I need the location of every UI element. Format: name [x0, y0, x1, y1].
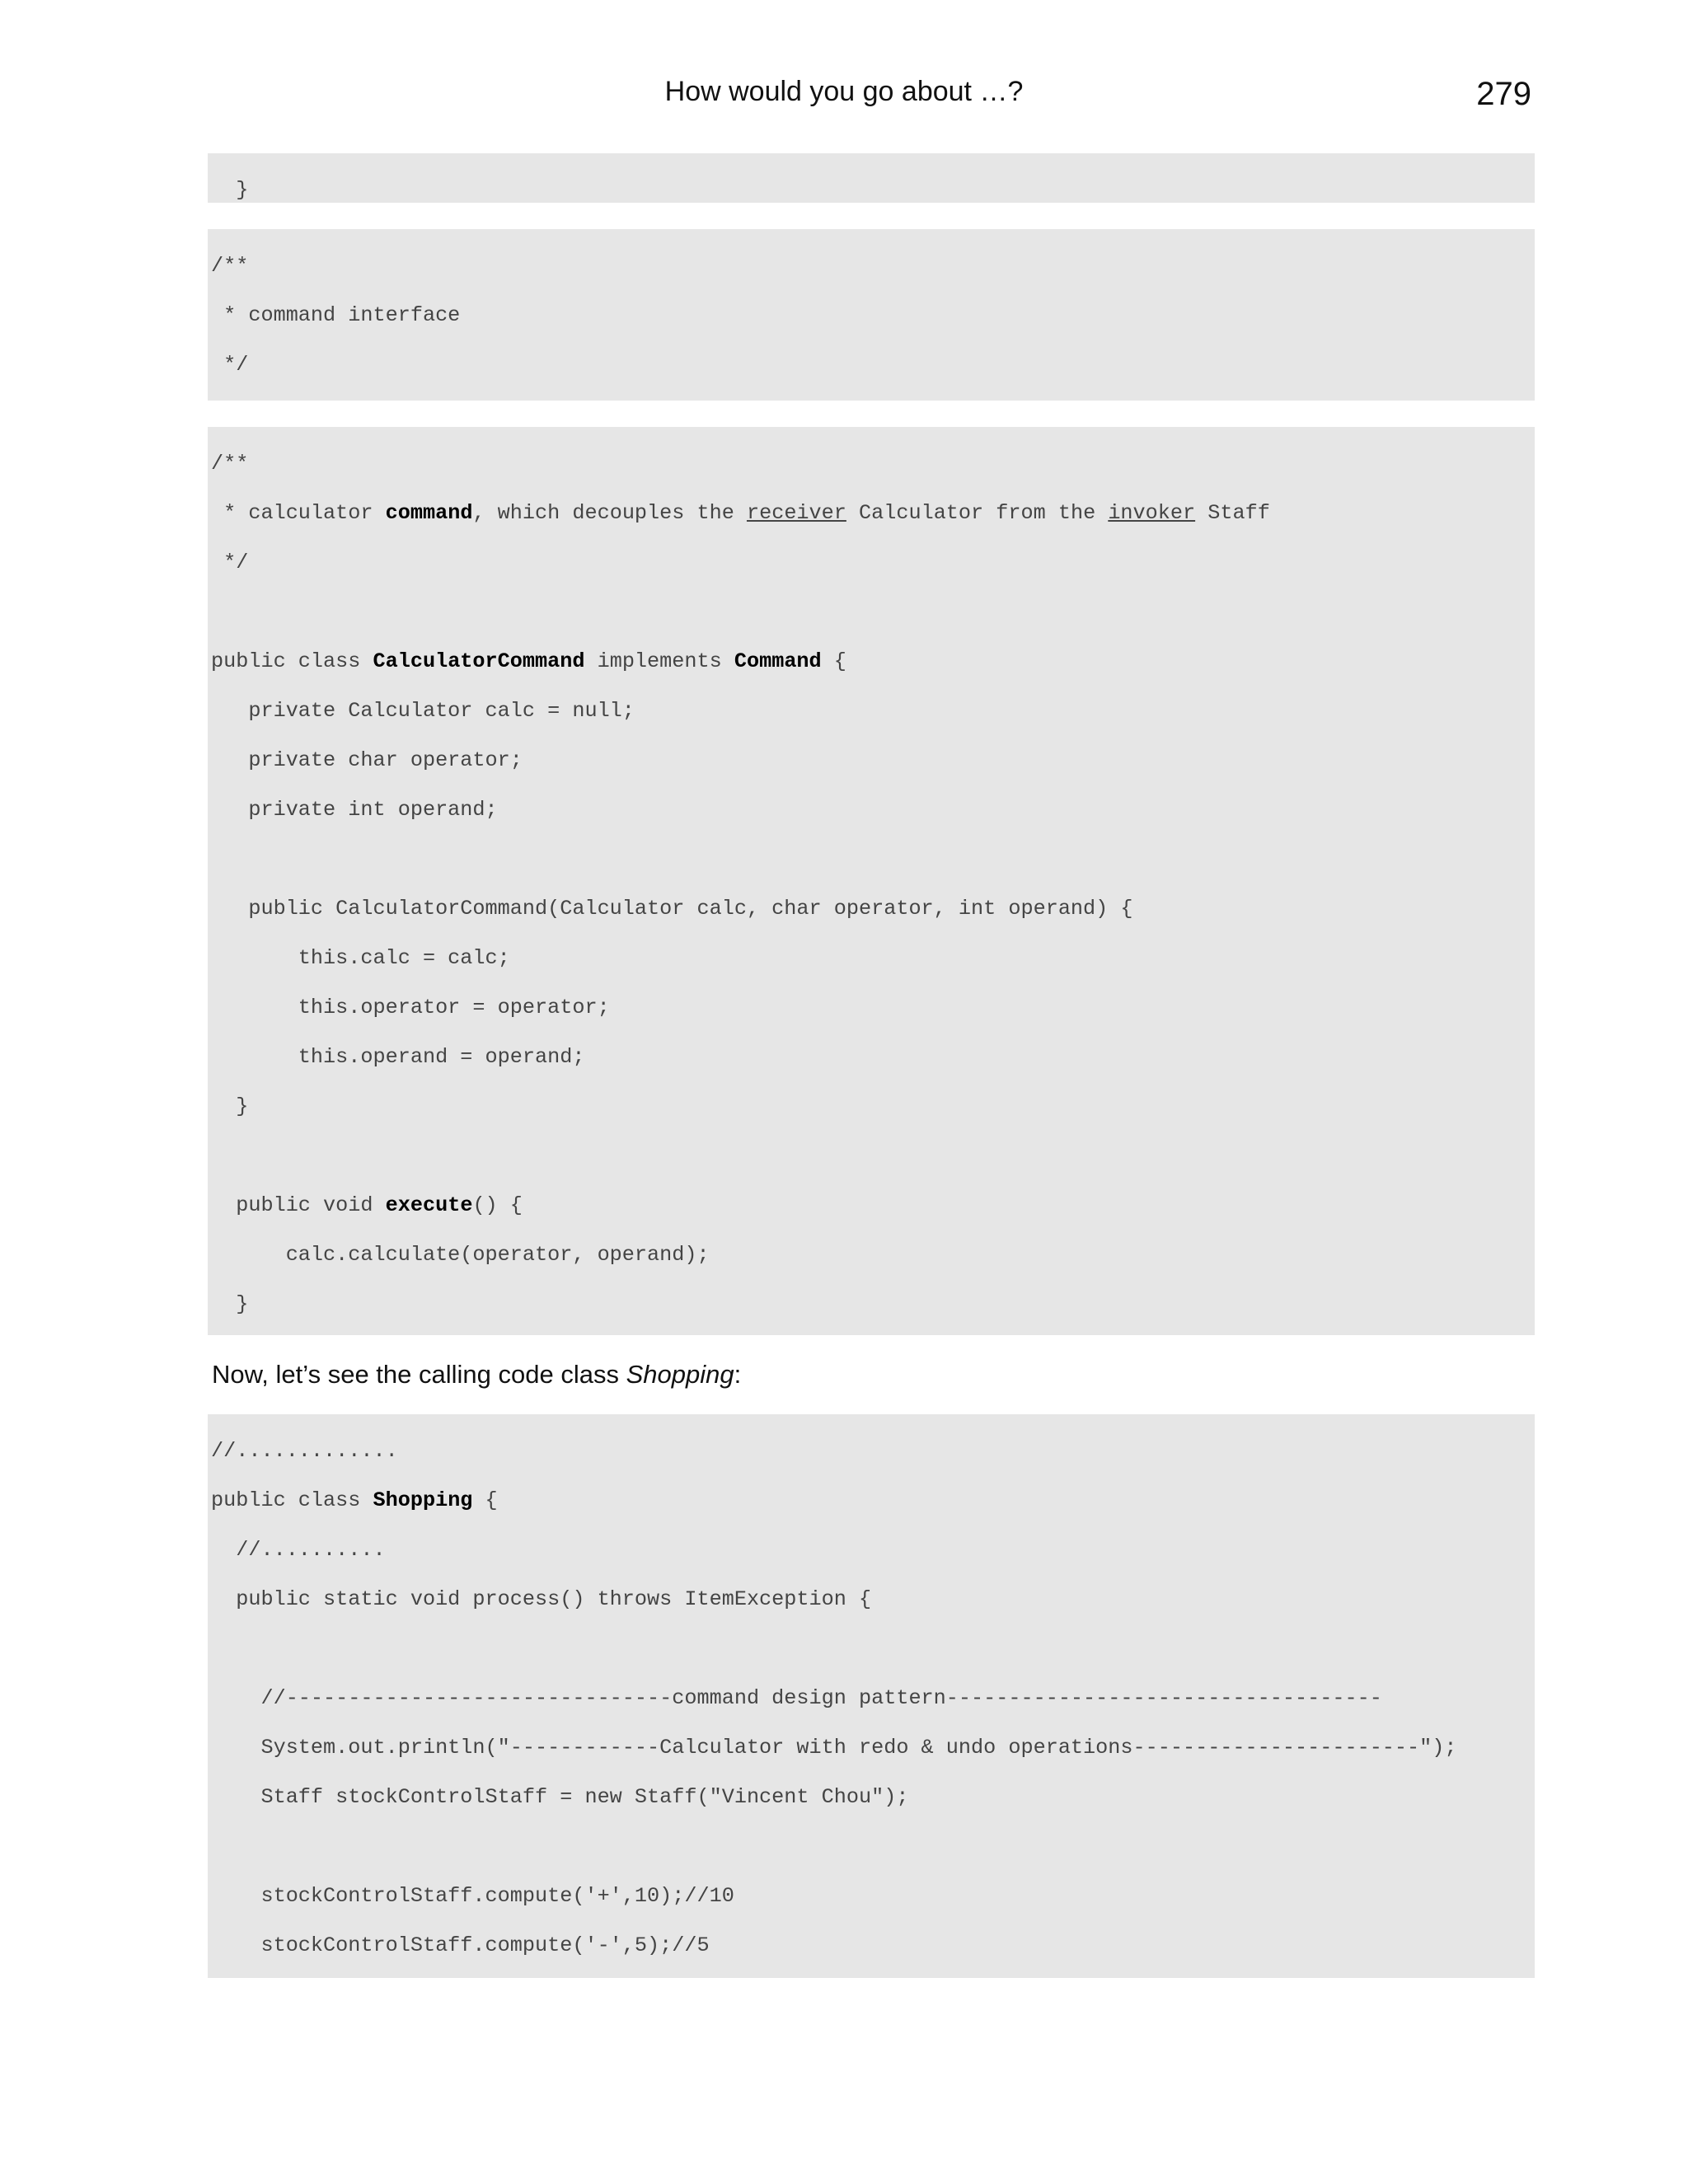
code-line: System.out.println("------------Calculator with redo & undo operations-----------------------"); — [211, 1736, 1457, 1760]
code-text: public class — [211, 649, 373, 673]
code-line-blank — [211, 600, 1535, 625]
code-line-blank — [211, 847, 1535, 872]
class-name-italic: Shopping — [626, 1360, 734, 1389]
code-line: this.calc = calc; — [211, 946, 510, 970]
code-line: /** — [211, 254, 249, 278]
code-text: implements — [584, 649, 734, 673]
class-name: Shopping — [373, 1488, 473, 1512]
code-text: () { — [472, 1193, 523, 1217]
code-line: public CalculatorCommand(Calculator calc, char operator, int operand) { — [211, 897, 1133, 921]
code-line: //-------------------------------command design pattern----------------------------------- — [211, 1686, 1382, 1710]
code-block-command-interface — [208, 229, 1535, 401]
code-line: calc.calculate(operator, operand); — [211, 1243, 710, 1267]
code-text: public class — [211, 1488, 373, 1512]
body-text: Now, let’s see the calling code class — [212, 1360, 626, 1389]
interface-name: Command — [734, 649, 822, 673]
code-block-closing-braces — [208, 153, 1535, 203]
code-text: { — [821, 649, 846, 673]
body-text: : — [734, 1360, 742, 1389]
code-line: * command interface — [211, 303, 461, 327]
body-paragraph — [212, 1360, 741, 1390]
code-bold: command — [385, 501, 473, 525]
page-header-title: How would you go about …? — [664, 76, 1024, 107]
code-text: Calculator from the — [846, 501, 1109, 525]
page-number: 279 — [1476, 76, 1531, 112]
code-block-calculator-command — [208, 427, 1535, 1335]
code-line: this.operator = operator; — [211, 996, 610, 1019]
code-underline: invoker — [1108, 501, 1196, 525]
code-text: { — [472, 1488, 498, 1512]
code-line — [211, 1193, 1535, 1218]
class-name: CalculatorCommand — [373, 649, 585, 673]
code-line — [211, 1488, 1535, 1513]
code-line: stockControlStaff.compute('+',10);//10 — [211, 1884, 734, 1908]
code-line: //............. — [211, 1439, 398, 1463]
code-line: //.......... — [211, 1538, 386, 1562]
code-line: /** — [211, 452, 249, 476]
code-line: } — [211, 1094, 249, 1118]
code-text: public void — [211, 1193, 386, 1217]
code-line: private char operator; — [211, 748, 523, 772]
code-line — [211, 501, 1535, 526]
code-line: this.operand = operand; — [211, 1045, 585, 1069]
code-block-shopping — [208, 1414, 1535, 1978]
code-text: Staff — [1195, 501, 1270, 525]
method-name: execute — [385, 1193, 473, 1217]
code-line: public static void process() throws ItemException { — [211, 1587, 872, 1611]
code-line: private int operand; — [211, 798, 498, 822]
code-line: } — [211, 1292, 249, 1316]
code-line — [211, 649, 1535, 674]
code-line: stockControlStaff.compute('-',5);//5 — [211, 1933, 710, 1957]
code-line: private Calculator calc = null; — [211, 699, 635, 723]
code-line-blank — [211, 1144, 1535, 1169]
code-line-blank — [211, 1835, 1535, 1859]
code-line: } — [211, 178, 249, 202]
code-underline: receiver — [746, 501, 846, 525]
code-line: */ — [211, 353, 249, 377]
code-line: Staff stockControlStaff = new Staff("Vincent Chou"); — [211, 1785, 909, 1809]
code-text: , which decouples the — [472, 501, 747, 525]
code-text: * calculator — [211, 501, 386, 525]
code-line-blank — [211, 1637, 1535, 1661]
code-line: */ — [211, 551, 249, 574]
